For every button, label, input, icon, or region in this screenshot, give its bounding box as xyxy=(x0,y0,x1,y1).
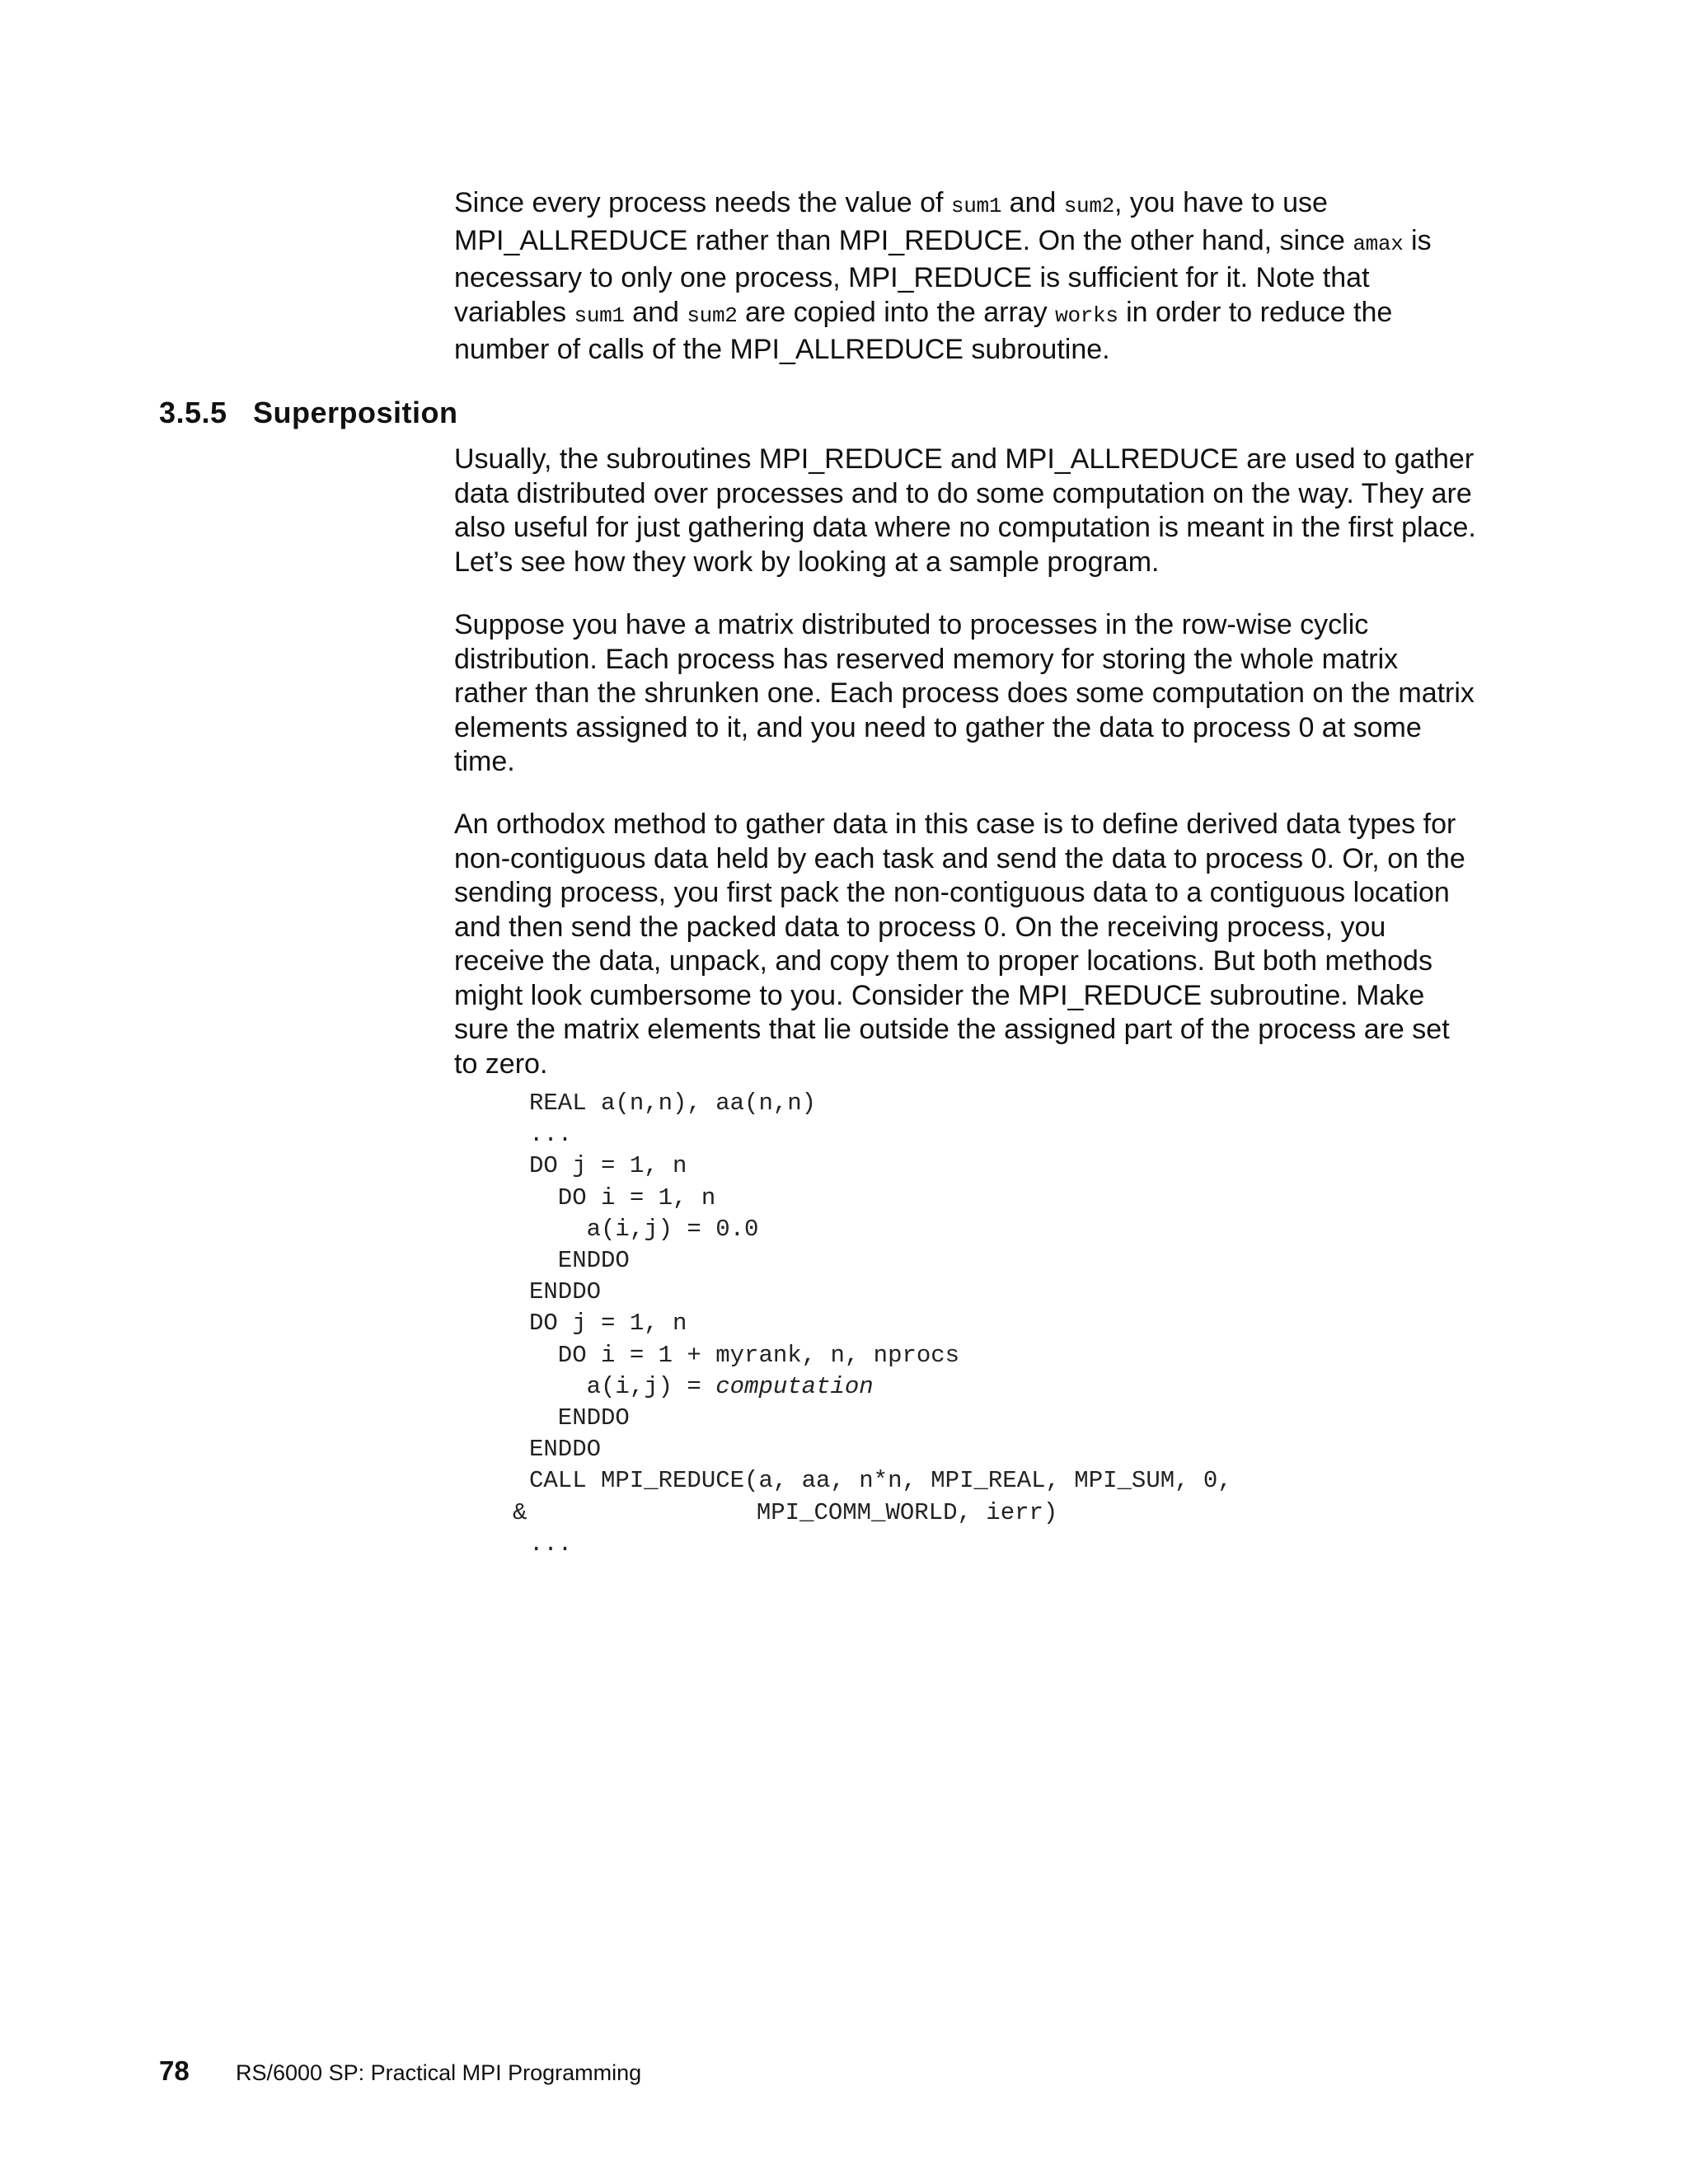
paragraph-text: An orthodox method to gather data in this case is to define derived data types for non-contiguous data held by each task and send the data to process 0. Or, on the sending process, you first pack the non-contiguous data to a contiguous location and then send the packed data to process 0. On the receiving process, you receive the data, unpack, and copy them to proper locations. But both methods might look cumbersome to you. Consider the MPI_REDUCE subroutine. Make sure the matrix elements that lie outside the assigned part of the process are set to zero. xyxy=(454,808,1465,1080)
book-title: RS/6000 SP: Practical MPI Programming xyxy=(236,2060,642,2085)
paragraph-allreduce-note xyxy=(454,186,1476,368)
paragraph-text xyxy=(454,186,1476,368)
paragraph-matrix-distribution xyxy=(454,608,1476,780)
page-footer xyxy=(159,2055,641,2087)
inline-code-sum1: sum1 xyxy=(574,302,625,328)
page-number: 78 xyxy=(159,2055,190,2086)
text-run: are copied into the array xyxy=(737,296,1056,328)
section-title: Superposition xyxy=(253,396,458,429)
inline-code-works: works xyxy=(1055,302,1118,328)
code-line: ENDDO xyxy=(529,1436,602,1464)
text-run: in order to reduce the number of calls of the MPI_ALLREDUCE subroutine. xyxy=(454,296,1393,365)
paragraph-text: Usually, the subroutines MPI_REDUCE and MPI_ALLREDUCE are used to gather data distributed over processes and to do some computation on the way. They are also useful for just gathering data where no computation is meant in the first place. Let’s see how they work by looking at a sample program. xyxy=(454,443,1476,578)
code-line: ENDDO xyxy=(529,1278,602,1306)
text-run: and xyxy=(1001,187,1064,218)
code-text: a(i,j) = xyxy=(529,1372,716,1400)
code-line: ENDDO xyxy=(529,1247,630,1275)
code-line: DO i = 1, n xyxy=(529,1183,716,1212)
text-run: and xyxy=(624,296,687,328)
paragraph-text: Suppose you have a matrix distributed to processes in the row-wise cyclic distribution. Each process has reserved memory for storing the whole matrix rather than the shrunken one. Each process does some computation on the matrix elements assigned to it, and you need to gather the data to process 0 at some time. xyxy=(454,609,1475,777)
inline-code-sum2: sum2 xyxy=(687,302,738,328)
paragraph-orthodox-method xyxy=(454,808,1476,1081)
inline-code-amax: amax xyxy=(1353,231,1404,256)
code-line: a(i,j) = 0.0 xyxy=(529,1215,759,1243)
code-line: DO j = 1, n xyxy=(529,1152,687,1180)
paragraph-intro xyxy=(454,443,1476,579)
text-run: is necessary to only one process, MPI_REDUCE is sufficient for it. Note that variables xyxy=(454,224,1432,328)
code-line: ENDDO xyxy=(529,1404,630,1432)
code-line xyxy=(529,1371,1232,1403)
code-listing xyxy=(513,1088,1232,1560)
code-line: REAL a(n,n), aa(n,n) xyxy=(529,1090,817,1117)
code-line: CALL MPI_REDUCE(a, aa, n*n, MPI_REAL, MPI_SUM, 0, xyxy=(529,1467,1232,1495)
code-line: DO i = 1 + myrank, n, nprocs xyxy=(529,1341,960,1369)
text-run: , you have to use MPI_ALLREDUCE rather than MPI_REDUCE. On the other hand, since xyxy=(454,187,1353,256)
code-line: ... xyxy=(529,1530,573,1558)
section-heading xyxy=(159,396,458,430)
code-line: ... xyxy=(529,1121,573,1149)
code-line-continuation: & MPI_COMM_WORLD, ierr) xyxy=(513,1498,1058,1526)
code-placeholder-italic: computation xyxy=(715,1372,874,1400)
inline-code-sum1: sum1 xyxy=(950,194,1002,218)
inline-code-sum2: sum2 xyxy=(1063,194,1114,218)
code-line: DO j = 1, n xyxy=(529,1310,687,1338)
section-number: 3.5.5 xyxy=(159,396,227,429)
text-run: Since every process needs the value of xyxy=(454,187,951,218)
